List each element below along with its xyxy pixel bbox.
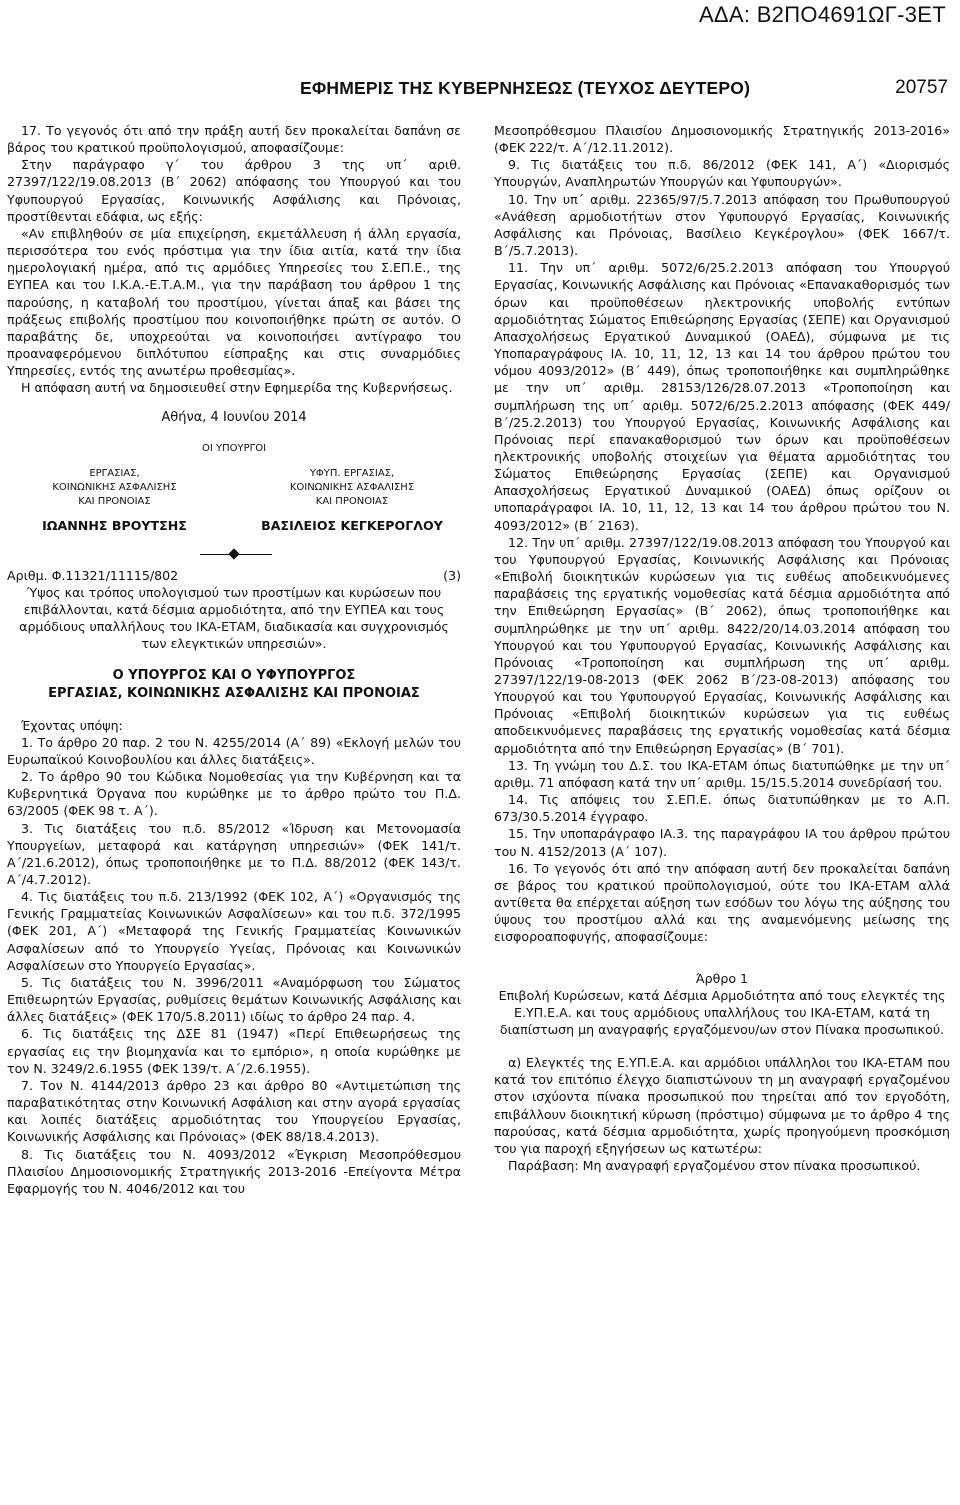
decision-number: Αριθμ. Φ.11321/11115/802	[7, 567, 179, 583]
paragraph: 17. Το γεγονός ότι από την πράξη αυτή δεν προκαλείται δαπάνη σε βάρος του κρατικού προϋπολογισμού, αποφασίζουμε:	[7, 123, 461, 156]
paragraph: 14. Τις απόψεις του Σ.ΕΠ.Ε. όπως διατυπώθηκαν με το Α.Π. 673/30.5.2014 έγγραφο.	[494, 792, 950, 825]
paragraph: «Αν επιβληθούν σε μία επιχείρηση, εκμετάλλευση ή άλλη εργασία, περισσότερα του ενός πρόστιμα για την ίδια αιτία, κατά την ίδια ημερολογιακή ημέρα, από τις αρμόδιες Υπηρεσίες του Σ.ΕΠ.Ε., της ΕΥΠΕΑ και του Ι.Κ.Α.-Ε.Τ.Α.Μ., για την παράβαση του άρθρου 1 της παρούσης, η καταβολή του προστίμου, γίνεται άπαξ και βάσει της πράξεως επιβολής προστίμου που κοινοποιήθηκε πρώτη σε αυτόν. Ο παραβάτης δε, υποχρεούται να κοινοποιήσει αντίγραφο του προαναφερόμενου διπλότυπου είσπραξης και στις συναρμόδιες Υπηρεσίες, εντός της ανωτέρω προθεσμίας».	[7, 225, 461, 379]
paragraph: 15. Την υποπαράγραφο ΙΑ.3. της παραγράφου ΙΑ του άρθρου πρώτου του Ν. 4152/2013 (Α΄ 107).	[494, 826, 950, 859]
paragraph: 5. Τις διατάξεις του Ν. 3996/2011 «Αναμόρφωση του Σώματος Επιθεωρητών Εργασίας, ρυθμίσεις θεμάτων Κοινωνικής Ασφάλισης και άλλες διατάξεις» (ΦΕΚ 170/5.8.2011) ιδίως το άρθρο 24 παρ. 4.	[7, 974, 461, 1025]
paragraph: Η απόφαση αυτή να δημοσιευθεί στην Εφημερίδα της Κυβερνήσεως.	[21, 380, 453, 396]
paragraph: 12. Την υπ΄ αριθμ. 27397/122/19.08.2013 απόφαση του Υπουργού και του Υφυπουργού Εργασίας, Κοινωνικής Ασφάλισης και Πρόνοιας «Επιβολή διοικητικών κυρώσεων για τις ευθέως αποδεικνυόμενες παραβάσεις της εργατικής νομοθεσίας κατά δέσμια αρμοδιότητα από την Επιθεώρηση Εργασίας» (Β΄ 2062), όπως τροποποιήθηκε και συμπληρώθηκε με την υπ΄ αριθμ. 8422/20/14.03.2014 απόφαση του Υπουργού και του Υφυπουργού Εργασίας, Κοινωνικής Ασφάλισης και Πρόνοιας «Τροποποίηση και συμπλήρωση της υπ΄ αριθμ. 27397/122/19-08-2013 (ΦΕΚ 2062 Β΄/23-08-2013) απόφασης του Υπουργού και του Υφυπουργού Εργασίας, Κοινωνικής Ασφάλισης και Πρόνοιας «Επιβολή διοικητικών κυρώσεων για τις ευθέως αποδεικνυόμενες παραβάσεις της εργατικής νομοθεσίας κατά δέσμια αρμοδιότητα από την Επιθεώρηση Εργασίας» (Β΄ 701).	[494, 534, 950, 756]
paragraph: 6. Τις διατάξεις της ΔΣΕ 81 (1947) «Περί Επιθεωρήσεως της εργασίας εις την βιομηχανία και το εμπόριο», η οποία κυρώθηκε με τον Ν. 3249/2.6.1955 (ΦΕΚ 139/τ. Α΄/2.6.1955).	[7, 1026, 461, 1076]
paragraph: 2. Το άρθρο 90 του Κώδικα Νομοθεσίας για την Κυβέρνηση και τα Κυβερνητικά Όργανα που κυρώθηκε με το άρθρο πρώτο του Π.Δ. 63/2005 (ΦΕΚ 98 τ. Α΄).	[7, 769, 461, 819]
signatures	[7, 457, 461, 545]
gazette-title: ΕΦΗΜΕΡΙΣ ΤΗΣ ΚΥΒΕΡΝΗΣΕΩΣ (ΤΕΥΧΟΣ ΔΕΥΤΕΡΟ)	[300, 78, 751, 98]
date-place: Αθήνα, 4 Ιουνίου 2014	[161, 409, 307, 425]
paragraph: 10. Την υπ΄ αριθμ. 22365/97/5.7.2013 απόφαση του Πρωθυπουργού «Ανάθεση αρμοδιοτήτων στον Υφυπουργό Εργασίας, Κοινωνικής Ασφάλισης και Πρόνοιας, Βασίλειο Κεγκέρογλου» (ΦΕΚ 1667/τ. Β΄/5.7.2013).	[494, 191, 950, 259]
sig-line: ΚΑΙ ΠΡΟΝΟΙΑΣ	[315, 495, 389, 507]
page-header	[0, 78, 960, 104]
paragraph: 11. Την υπ΄ αριθμ. 5072/6/25.2.2013 απόφαση του Υπουργού Εργασίας, Κοινωνικής Ασφάλισης και Πρόνοιας «Επανακαθορισμός των όρων και προϋποθέσεων ηλεκτρονικής υποβολής εντύπων αρμοδιότητας Σώματος Επιθεώρησης Εργασίας (ΣΕΠΕ) και Οργανισμού Απασχολήσεως Εργατικού Δυναμικού (ΟΑΕΔ), σύμφωνα με τις Υποπαραγράφους ΙΑ. 10, 11, 12, 13 και 14 του άρθρου πρώτου του νόμου 4093/2012» (Β΄ 449), όπως τροποποιήθηκε και συμπληρώθηκε με την υπ΄ αριθμ. 28153/126/28.07.2013 «Τροποποίηση και συμπλήρωση της υπ΄ αριθμ. 5072/6/25.2.2013 απόφασης (ΦΕΚ 449/Β΄/25.2.2013) του Υπουργού Εργασίας, Κοινωνικής Ασφάλισης και Πρόνοιας περί επανακαθορισμού των όρων και προϋποθέσεων ηλεκτρονικής υποβολής στοιχείων για θέματα αρμοδιότητας του Σώματος Επιθεώρησης Εργασίας (ΣΕΠΕ) και Οργανισμού Απασχολήσεως Εργατικού Δυναμικού (ΟΑΕΔ) όπως ορίζουν οι υποπαράγραφοι ΙΑ. 10, 11, 12, 13 και 14 του άρθρου πρώτου του Ν. 4093/2012» (Β΄ 2163).	[494, 260, 950, 533]
sig-line: ΚΟΙΝΩΝΙΚΗΣ ΑΣΦΑΛΙΣΗΣ	[52, 481, 177, 493]
decision-index: (3)	[443, 567, 461, 583]
paragraph: Μεσοπρόθεσμου Πλαισίου Δημοσιονομικής Στρατηγικής 2013-2016» (ΦΕΚ 222/τ. Α΄/12.11.2012).	[494, 123, 950, 156]
decision-subject: Ύψος και τρόπος υπολογισμού των προστίμων και κυρώσεων που επιβάλλονται, κατά δέσμια αρμοδιότητα, από την ΕΥΠΕΑ και τους αρμόδιους υπαλλήλους του ΙΚΑ-ΕΤΑΜ, διαδικασία και συγχρονισμός των ελεγκτικών υπηρεσιών».	[19, 584, 449, 652]
article-label: Άρθρο 1	[695, 970, 749, 986]
right-column	[494, 122, 950, 1174]
article-title: Επιβολή Κυρώσεων, κατά Δέσμια Αρμοδιότητα από τους ελεγκτές της Ε.ΥΠ.Ε.Α. και τους αρμόδιους υπαλλήλους του ΙΚΑ-ΕΤΑΜ, κατά τη διαπίστωση μη αναγραφής εργαζόμενου/ων στον Πίνακα προσωπικού.	[498, 987, 946, 1037]
page-number: 20757	[895, 77, 948, 98]
paragraph: 13. Τη γνώμη του Δ.Σ. του ΙΚΑ-ΕΤΑΜ όπως διατυπώθηκε με την υπ΄ αριθμ. 71 απόφαση κατά την υπ΄ αριθμ. 15/15.5.2014 συνεδρίασή του.	[494, 757, 950, 790]
heading-line: ΕΡΓΑΣΙΑΣ, ΚΟΙΝΩΝΙΚΗΣ ΑΣΦΑΛΙΣΗΣ ΚΑΙ ΠΡΟΝΟΙΑΣ	[48, 685, 420, 701]
decision-number-row	[7, 567, 461, 584]
sig-line: ΕΡΓΑΣΙΑΣ,	[89, 467, 140, 479]
signature-deputy-minister	[247, 467, 457, 533]
paragraph: α) Ελεγκτές της Ε.ΥΠ.Ε.Α. και αρμόδιοι υπάλληλοι του ΙΚΑ-ΕΤΑΜ που κατά τον επιτόπιο έλεγχο διαπιστώνουν τη μη αναγραφή εργαζομένου στον ισχύοντα πίνακα προσωπικού που τηρείται από τον εργοδότη, επιβάλλουν διοικητική κύρωση (πρόστιμο) σύμφωνα με το άρθρο 4 της παρούσας, κατά δέσμια αρμοδιότητα, χωρίς προηγούμενη προσκόμιση του για παροχή εξηγήσεων ως κατωτέρω:	[494, 1055, 950, 1156]
ministers-label: ΟΙ ΥΠΟΥΡΓΟΙ	[201, 442, 267, 454]
heading-line: Ο ΥΠΟΥΡΓΟΣ ΚΑΙ Ο ΥΦΥΠΟΥΡΓΟΣ	[112, 667, 356, 683]
ada-code: ΑΔΑ: Β2ΠΟ4691ΩΓ-3ΕΤ	[698, 2, 946, 27]
sig-line: ΥΦΥΠ. ΕΡΓΑΣΙΑΣ,	[309, 467, 395, 479]
paragraph: 3. Τις διατάξεις του π.δ. 85/2012 «Ίδρυση και Μετονομασία Υπουργείων, μεταφορά και κατάργηση υπηρεσιών» (ΦΕΚ 141/τ. Α΄/21.6.2012), όπως τροποποιήθηκε με το Π.Δ. 88/2012 (ΦΕΚ 143/τ. Α΄/4.7.2012).	[7, 820, 461, 887]
signatory-name: ΒΑΣΙΛΕΙΟΣ ΚΕΓΚΕΡΟΓΛΟΥ	[261, 517, 443, 533]
section-divider	[7, 547, 461, 563]
diamond-icon	[228, 548, 239, 559]
signatory-name: ΙΩΑΝΝΗΣ ΒΡΟΥΤΣΗΣ	[42, 517, 187, 533]
authority-heading	[7, 667, 461, 703]
left-column	[7, 122, 461, 1197]
paragraph: 1. Το άρθρο 20 παρ. 2 του Ν. 4255/2014 (Α΄ 89) «Εκλογή μελών του Ευρωπαϊκού Κοινοβουλίου και άλλες διατάξεις».	[7, 734, 461, 767]
sig-line: ΚΟΙΝΩΝΙΚΗΣ ΑΣΦΑΛΙΣΗΣ	[289, 481, 415, 493]
signature-minister	[7, 467, 222, 533]
paragraph: 7. Τον Ν. 4144/2013 άρθρο 23 και άρθρο 80 «Αντιμετώπιση της παραβατικότητας στην Κοινωνική Ασφάλιση και στην αγορά εργασίας και λοιπές διατάξεις αρμοδιότητας του Υπουργείου Εργασίας, Κοινωνικής Ασφάλισης και Πρόνοιας» (ΦΕΚ 88/18.4.2013).	[7, 1077, 461, 1145]
paragraph: Έχοντας υπόψη:	[21, 717, 123, 733]
sig-line: ΚΑΙ ΠΡΟΝΟΙΑΣ	[78, 495, 151, 507]
paragraph: 9. Τις διατάξεις του π.δ. 86/2012 (ΦΕΚ 141, Α΄) «Διορισμός Υπουργών, Αναπληρωτών Υπουργών και Υφυπουργών».	[494, 157, 950, 190]
paragraph: 16. Το γεγονός ότι από την απόφαση αυτή δεν προκαλείται δαπάνη σε βάρος του κρατικού προϋπολογισμού, ούτε του ΙΚΑ-ΕΤΑΜ αλλά αντίθετα θα επέρχεται αύξηση των εσόδων του λόγω της αύξησης του ύψους του προστίμου αλλά και της αναμενόμενης μείωσης της εισφοροαποφυγής, αποφασίζουμε:	[494, 860, 950, 945]
paragraph: 8. Τις διατάξεις του Ν. 4093/2012 «Έγκριση Μεσοπρόθεσμου Πλαισίου Δημοσιονομικής Στρατηγικής 2013-2016 -Επείγοντα Μέτρα Εφαρμογής του Ν. 4046/2012 και του	[7, 1146, 461, 1196]
paragraph: Παράβαση: Μη αναγραφή εργαζομένου στον πίνακα προσωπικού.	[508, 1158, 921, 1174]
paragraph: Στην παράγραφο γ΄ του άρθρου 3 της υπ΄ αριθ. 27397/122/19.08.2013 (Β΄ 2062) απόφασης του Υπουργού και του Υφυπουργού Εργασίας, Κοινωνικής Ασφάλισης και Πρόνοιας, προστίθενται εδάφια, ως εξής:	[7, 157, 461, 224]
paragraph: 4. Τις διατάξεις του π.δ. 213/1992 (ΦΕΚ 102, Α΄) «Οργανισμός της Γενικής Γραμματείας Κοινωνικών Ασφαλίσεων» και του π.δ. 372/1995 (ΦΕΚ 201, Α΄) «Μεταφορά της Γενικής Γραμματείας Κοινωνικών Ασφαλίσεων από το Υπουργείο Υγείας, Πρόνοιας και Κοινωνικών Ασφαλίσεων στο Υπουργείο Εργασίας».	[7, 889, 461, 973]
